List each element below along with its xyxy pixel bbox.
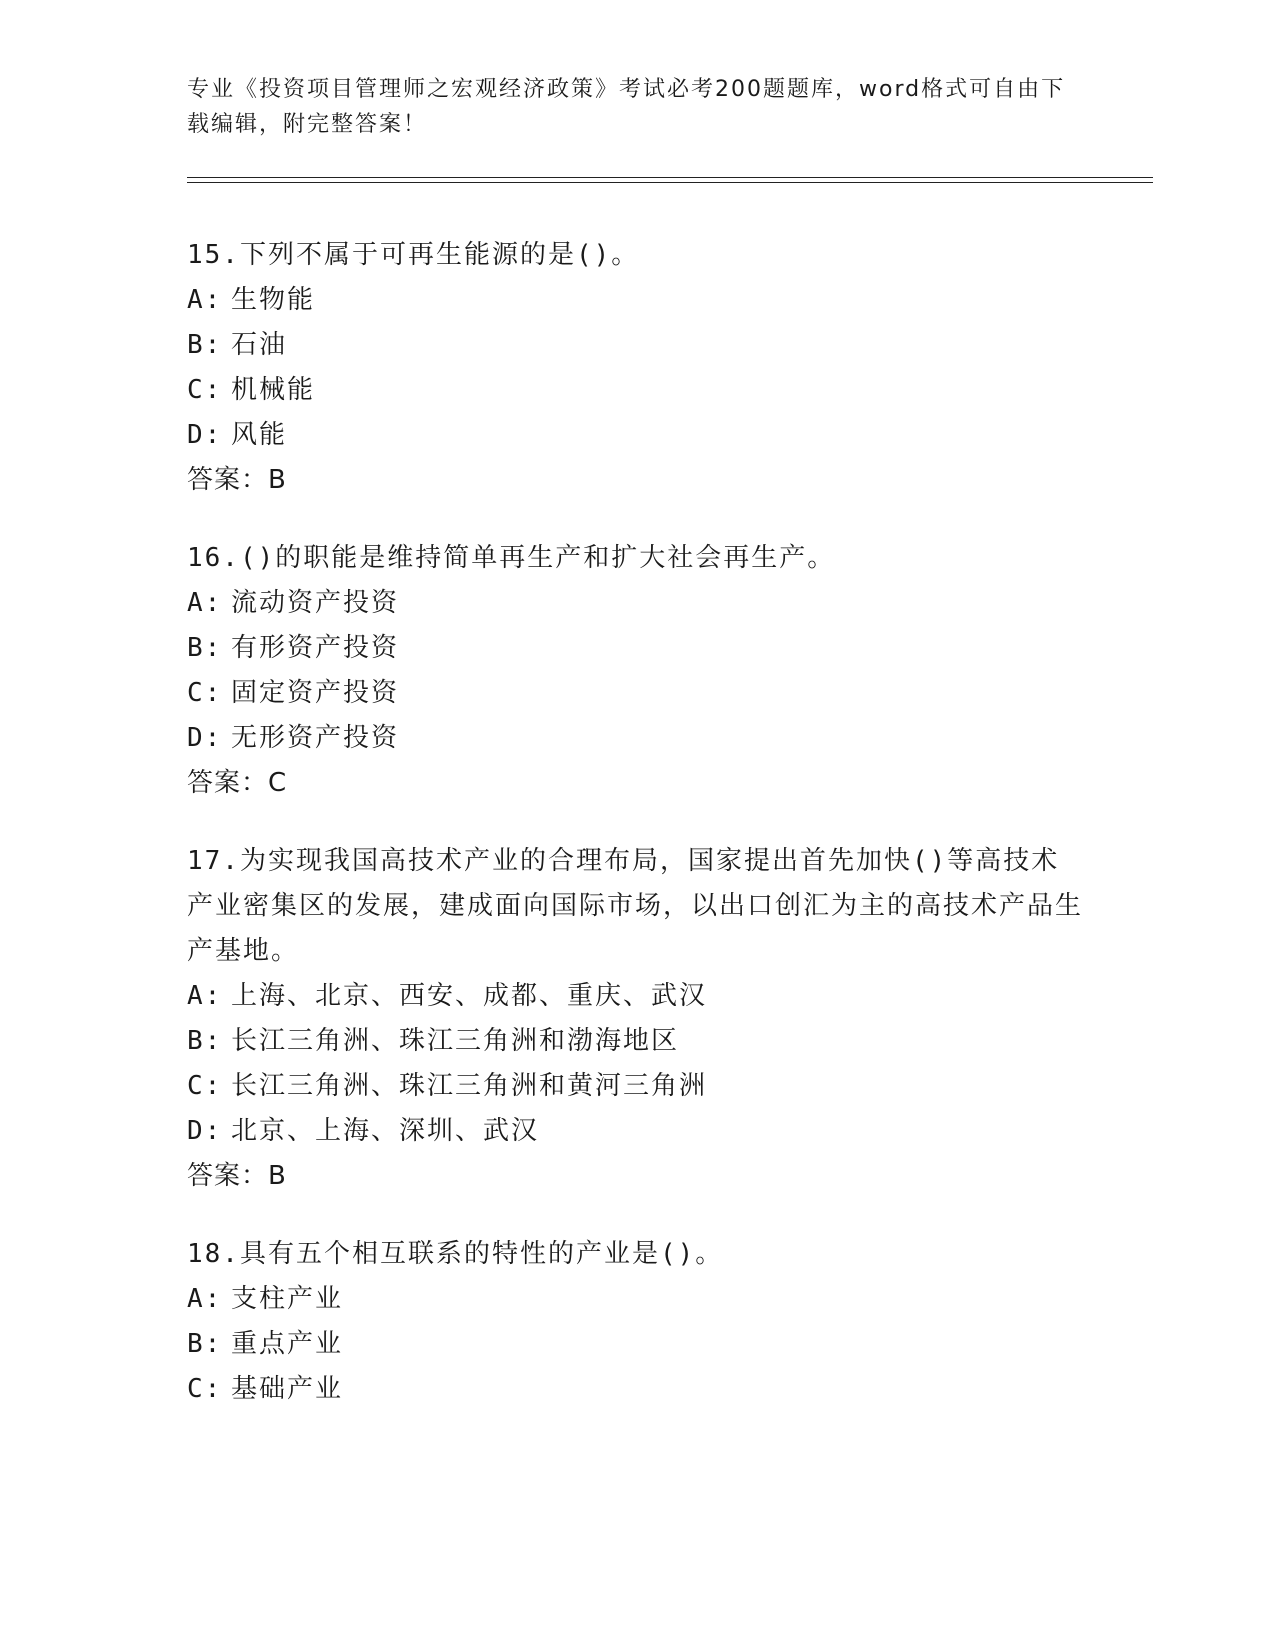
answer-label: 答案： [187,768,269,798]
header-intro-text: 专业《投资项目管理师之宏观经济政策》考试必考200题题库，word格式可自由下载编辑，附完整答案！ [187,77,1066,137]
answer-line [187,1154,1087,1199]
option-text: 固定资产投资 [231,678,400,708]
question-16 [187,536,1087,806]
option-text: 流动资产投资 [231,588,400,618]
option-text: 石油 [231,330,288,360]
option-c [187,671,1087,716]
option-text: 支柱产业 [231,1284,344,1314]
question-number: 16. [187,543,240,573]
option-a [187,1277,1087,1322]
option-label: A: [187,588,223,618]
question-text [187,839,1087,974]
option-label: C: [187,1071,223,1101]
document-header [187,72,1067,142]
option-text: 生物能 [231,285,316,315]
option-label: B: [187,1329,223,1359]
option-text: 上海、北京、西安、成都、重庆、武汉 [231,981,708,1011]
answer-label: 答案： [187,1161,269,1191]
option-label: A: [187,1284,223,1314]
question-list [187,233,1087,1445]
option-text: 长江三角洲、珠江三角洲和渤海地区 [231,1026,680,1056]
option-b [187,1019,1087,1064]
option-b [187,1322,1087,1367]
option-label: C: [187,375,223,405]
option-a [187,278,1087,323]
option-text: 北京、上海、深圳、武汉 [231,1116,540,1146]
option-label: B: [187,633,223,663]
answer-label: 答案： [187,465,269,495]
option-a [187,974,1087,1019]
header-divider-top [187,177,1153,178]
answer-value: B [268,1161,287,1191]
option-c [187,1367,1087,1412]
question-text [187,536,1087,581]
question-17 [187,839,1087,1199]
option-text: 机械能 [231,375,316,405]
option-d [187,1109,1087,1154]
option-text: 长江三角洲、珠江三角洲和黄河三角洲 [231,1071,708,1101]
option-text: 重点产业 [231,1329,344,1359]
option-a [187,581,1087,626]
question-15 [187,233,1087,503]
question-number: 17. [187,846,240,876]
option-text: 基础产业 [231,1374,344,1404]
question-18 [187,1232,1087,1412]
option-c [187,368,1087,413]
option-label: D: [187,1116,223,1146]
option-text: 有形资产投资 [231,633,400,663]
question-stem: 具有五个相互联系的特性的产业是()。 [239,1239,724,1269]
question-number: 15. [187,240,240,270]
answer-value: C [268,768,288,798]
option-label: C: [187,678,223,708]
option-label: A: [187,981,223,1011]
option-label: B: [187,330,223,360]
option-d [187,716,1087,761]
option-text: 风能 [231,420,288,450]
option-label: C: [187,1374,223,1404]
option-d [187,413,1087,458]
question-stem: ()的职能是维持简单再生产和扩大社会再生产。 [239,543,836,573]
option-label: D: [187,420,223,450]
question-text [187,233,1087,278]
option-b [187,323,1087,368]
option-label: A: [187,285,223,315]
option-label: B: [187,1026,223,1056]
question-stem: 下列不属于可再生能源的是()。 [239,240,640,270]
question-number: 18. [187,1239,240,1269]
question-stem: 为实现我国高技术产业的合理布局，国家提出首先加快()等高技术产业密集区的发展，建成面向国际市场，以出口创汇为主的高技术产品生产基地。 [187,846,1084,966]
answer-line [187,458,1087,503]
option-text: 无形资产投资 [231,723,400,753]
option-b [187,626,1087,671]
option-label: D: [187,723,223,753]
option-c [187,1064,1087,1109]
answer-value: B [268,465,287,495]
answer-line [187,761,1087,806]
question-text [187,1232,1087,1277]
header-divider-bottom [187,182,1153,183]
